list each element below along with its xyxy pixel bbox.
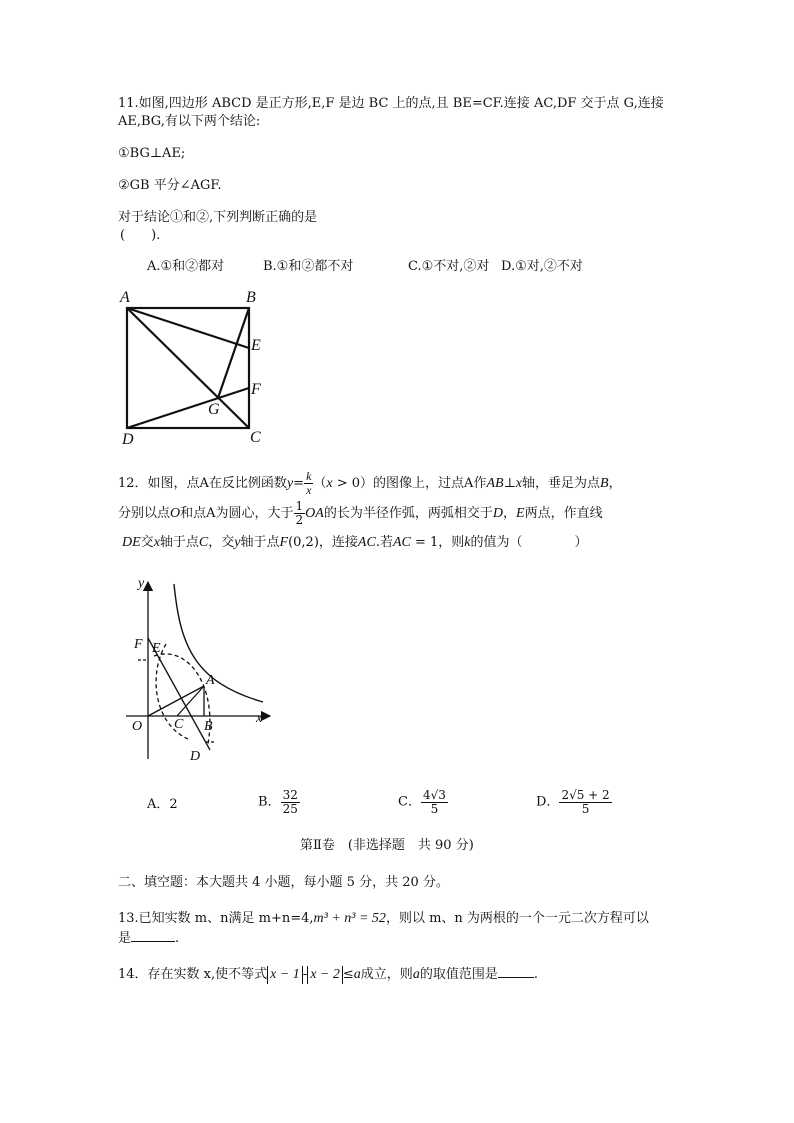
- q14-a-var: a: [353, 967, 361, 982]
- q11-option-c: C.①不对,②对: [408, 259, 490, 274]
- segment-ae: [127, 308, 249, 348]
- q12-l1-cond-x: x: [326, 476, 333, 491]
- label-o: O: [132, 719, 143, 734]
- q12-l1-cond-rest: > 0）的图像上，过点A作: [332, 476, 487, 491]
- q14-abs2: x − 2: [307, 966, 343, 984]
- segment-bg: [218, 308, 249, 398]
- label-a: A: [206, 673, 215, 688]
- q12-option-b: [258, 789, 300, 816]
- q14-a-var2: a: [412, 967, 420, 982]
- q11-option-a: A.①和②都对: [147, 259, 225, 274]
- q13-text-c: 是: [118, 931, 132, 946]
- q11-prompt: 对于结论①和②,下列判断正确的是: [118, 210, 318, 225]
- q12-l3-x: x: [153, 535, 160, 550]
- q12-l3-c2: ，交: [208, 535, 235, 550]
- q12-option-d-frac: [559, 789, 611, 816]
- q12-line1: [118, 470, 622, 497]
- q14-minus: -: [302, 967, 308, 982]
- q12-l3-k: k: [464, 535, 471, 550]
- q12-l3-d: 轴于点: [240, 535, 280, 550]
- q14-text-a: 14．存在实数 x,使不等式: [118, 967, 268, 982]
- q11-answer-paren: ( ).: [120, 228, 161, 243]
- q12-line2: [118, 500, 603, 527]
- segment-oa: [148, 686, 204, 716]
- label-d: D: [190, 749, 201, 764]
- label-f: F: [251, 381, 261, 398]
- segment-ca: [177, 686, 204, 716]
- q14-answer-blank[interactable]: [498, 965, 534, 978]
- q12-l3-g: ，则: [438, 535, 465, 550]
- q13-text-a: 13.已知实数 m、n满足 m+n=4,: [118, 911, 314, 926]
- q13-line2: [118, 929, 179, 947]
- q12-option-b-frac: [281, 789, 300, 816]
- q12-l3-eq1: = 1: [410, 535, 439, 550]
- q12-l3-h: 的值为（ ）: [470, 535, 588, 550]
- segment-df: [127, 388, 249, 428]
- q12-option-a: A．2: [147, 797, 178, 812]
- q11-text-line1: 11.如图,四边形 ABCD 是正方形,E,F 是边 BC 上的点,且 BE=CF.连接 AC,DF 交于点 G,连接: [118, 96, 664, 111]
- q12-option-d-num: 2√5 + 2: [561, 788, 610, 802]
- q14-text-b: 成立，则: [360, 967, 413, 982]
- q13-answer-blank[interactable]: [131, 929, 175, 942]
- q12-l2-e: E: [516, 506, 525, 521]
- q12-l2-end: 两点，作直线: [524, 506, 603, 521]
- label-c: C: [250, 429, 261, 446]
- q12-l3-ac2: AC: [392, 535, 411, 550]
- q11-conclusion-2: ②GB 平分∠AGF.: [118, 178, 222, 193]
- q12-option-c: [398, 789, 448, 816]
- q12-l2-b: 和点A为圆心，大于: [180, 506, 294, 521]
- q14-line: [118, 965, 538, 985]
- q12-l3-f: F: [279, 535, 289, 550]
- q12-l1-perp: ⊥: [503, 476, 516, 491]
- q12-l3-a: 交: [140, 535, 154, 550]
- q12-option-c-den: 5: [430, 802, 439, 816]
- label-f: F: [134, 637, 143, 652]
- label-g: G: [208, 401, 220, 418]
- q14-le: ≤: [342, 967, 354, 982]
- q12-half-den: 2: [295, 513, 304, 527]
- q12-l2-oa: OA: [305, 506, 324, 521]
- q13-text-b: ，则以 m、n 为两根的一个一元二次方程可以: [385, 911, 649, 926]
- q12-l1-comma: ，: [608, 476, 622, 491]
- q12-l2-c: 的长为半径作弧，两弧相交于: [323, 506, 493, 521]
- q12-l3-b: 轴于点: [159, 535, 199, 550]
- q12-l3-fcoord: (0,2): [288, 535, 319, 550]
- q12-l2-comma: ，: [502, 506, 516, 521]
- q12-l1-ab: AB: [486, 476, 504, 491]
- q11-conclusion-1: ①BG⊥AE;: [118, 146, 186, 161]
- q12-frac-den: x: [306, 483, 312, 497]
- q12-option-c-num: 4√3: [422, 788, 446, 802]
- q12-option-b-label: B．: [258, 794, 281, 810]
- q12-l3-de: DE: [122, 535, 141, 550]
- q12-l3-ac: AC: [357, 535, 376, 550]
- q13-text-d: .: [175, 931, 180, 946]
- section-title: 第Ⅱ卷 (非选择题 共 90 分): [300, 838, 474, 853]
- label-b: B: [204, 719, 213, 734]
- q12-l1-y: y: [286, 476, 294, 491]
- diagonal-ac: [127, 308, 249, 428]
- q12-l3-c: C: [198, 535, 209, 550]
- label-x: x: [256, 711, 263, 726]
- q12-frac-num: k: [306, 469, 312, 483]
- q12-l3-y: y: [234, 535, 241, 550]
- q12-l1-text: 12．如图，点A在反比例函数: [118, 476, 287, 491]
- label-c: C: [174, 717, 184, 732]
- q13-expr: m³ + n³ = 52: [313, 911, 386, 926]
- q12-l2-o: O: [170, 506, 181, 521]
- q14-text-d: .: [533, 967, 538, 982]
- q11-square-figure: [112, 284, 282, 448]
- q12-l3-f2: .若: [375, 535, 393, 550]
- q12-l2-d: D: [492, 506, 503, 521]
- q12-option-b-num: 32: [282, 788, 298, 802]
- label-b: B: [246, 289, 256, 306]
- q12-option-d: [536, 789, 612, 816]
- label-y: y: [138, 576, 145, 591]
- q12-fraction-half: [294, 500, 306, 527]
- label-d: D: [122, 431, 134, 448]
- q12-option-c-frac: [421, 789, 448, 816]
- q12-fraction-k-over-x: [304, 470, 313, 497]
- label-e: E: [251, 337, 261, 354]
- q12-l1-xaxis: x: [515, 476, 523, 491]
- label-a: A: [120, 289, 130, 306]
- q11-option-d: D.①对,②不对: [501, 259, 583, 274]
- q12-half-num: 1: [295, 499, 304, 513]
- hyperbola-curve: [174, 584, 263, 702]
- q12-coordinate-figure: [118, 574, 278, 764]
- q12-l1-b: B: [600, 476, 609, 491]
- q12-l2-a: 分别以点: [118, 506, 171, 521]
- q14-text-c: 的取值范围是: [419, 967, 498, 982]
- q13-line1: [118, 911, 649, 927]
- q12-option-b-den: 25: [282, 802, 298, 816]
- q12-l1-eq: =: [293, 476, 305, 491]
- q12-l1-end: 轴，垂足为点: [522, 476, 601, 491]
- q12-option-c-label: C．: [398, 794, 421, 810]
- q12-line3: [122, 534, 588, 552]
- q11-option-b: B.①和②都不对: [263, 259, 354, 274]
- q14-abs1: x − 1: [267, 966, 303, 984]
- q12-option-d-den: 5: [581, 802, 590, 816]
- section-heading: 二、填空题：本大题共 4 小题，每小题 5 分，共 20 分。: [118, 875, 449, 890]
- q12-l1-cond-open: （: [313, 476, 327, 491]
- q11-text-line2: AE,BG,有以下两个结论:: [118, 114, 261, 129]
- label-e: E: [152, 641, 161, 656]
- q12-l3-e: ，连接: [318, 535, 358, 550]
- q12-option-d-label: D．: [536, 794, 560, 810]
